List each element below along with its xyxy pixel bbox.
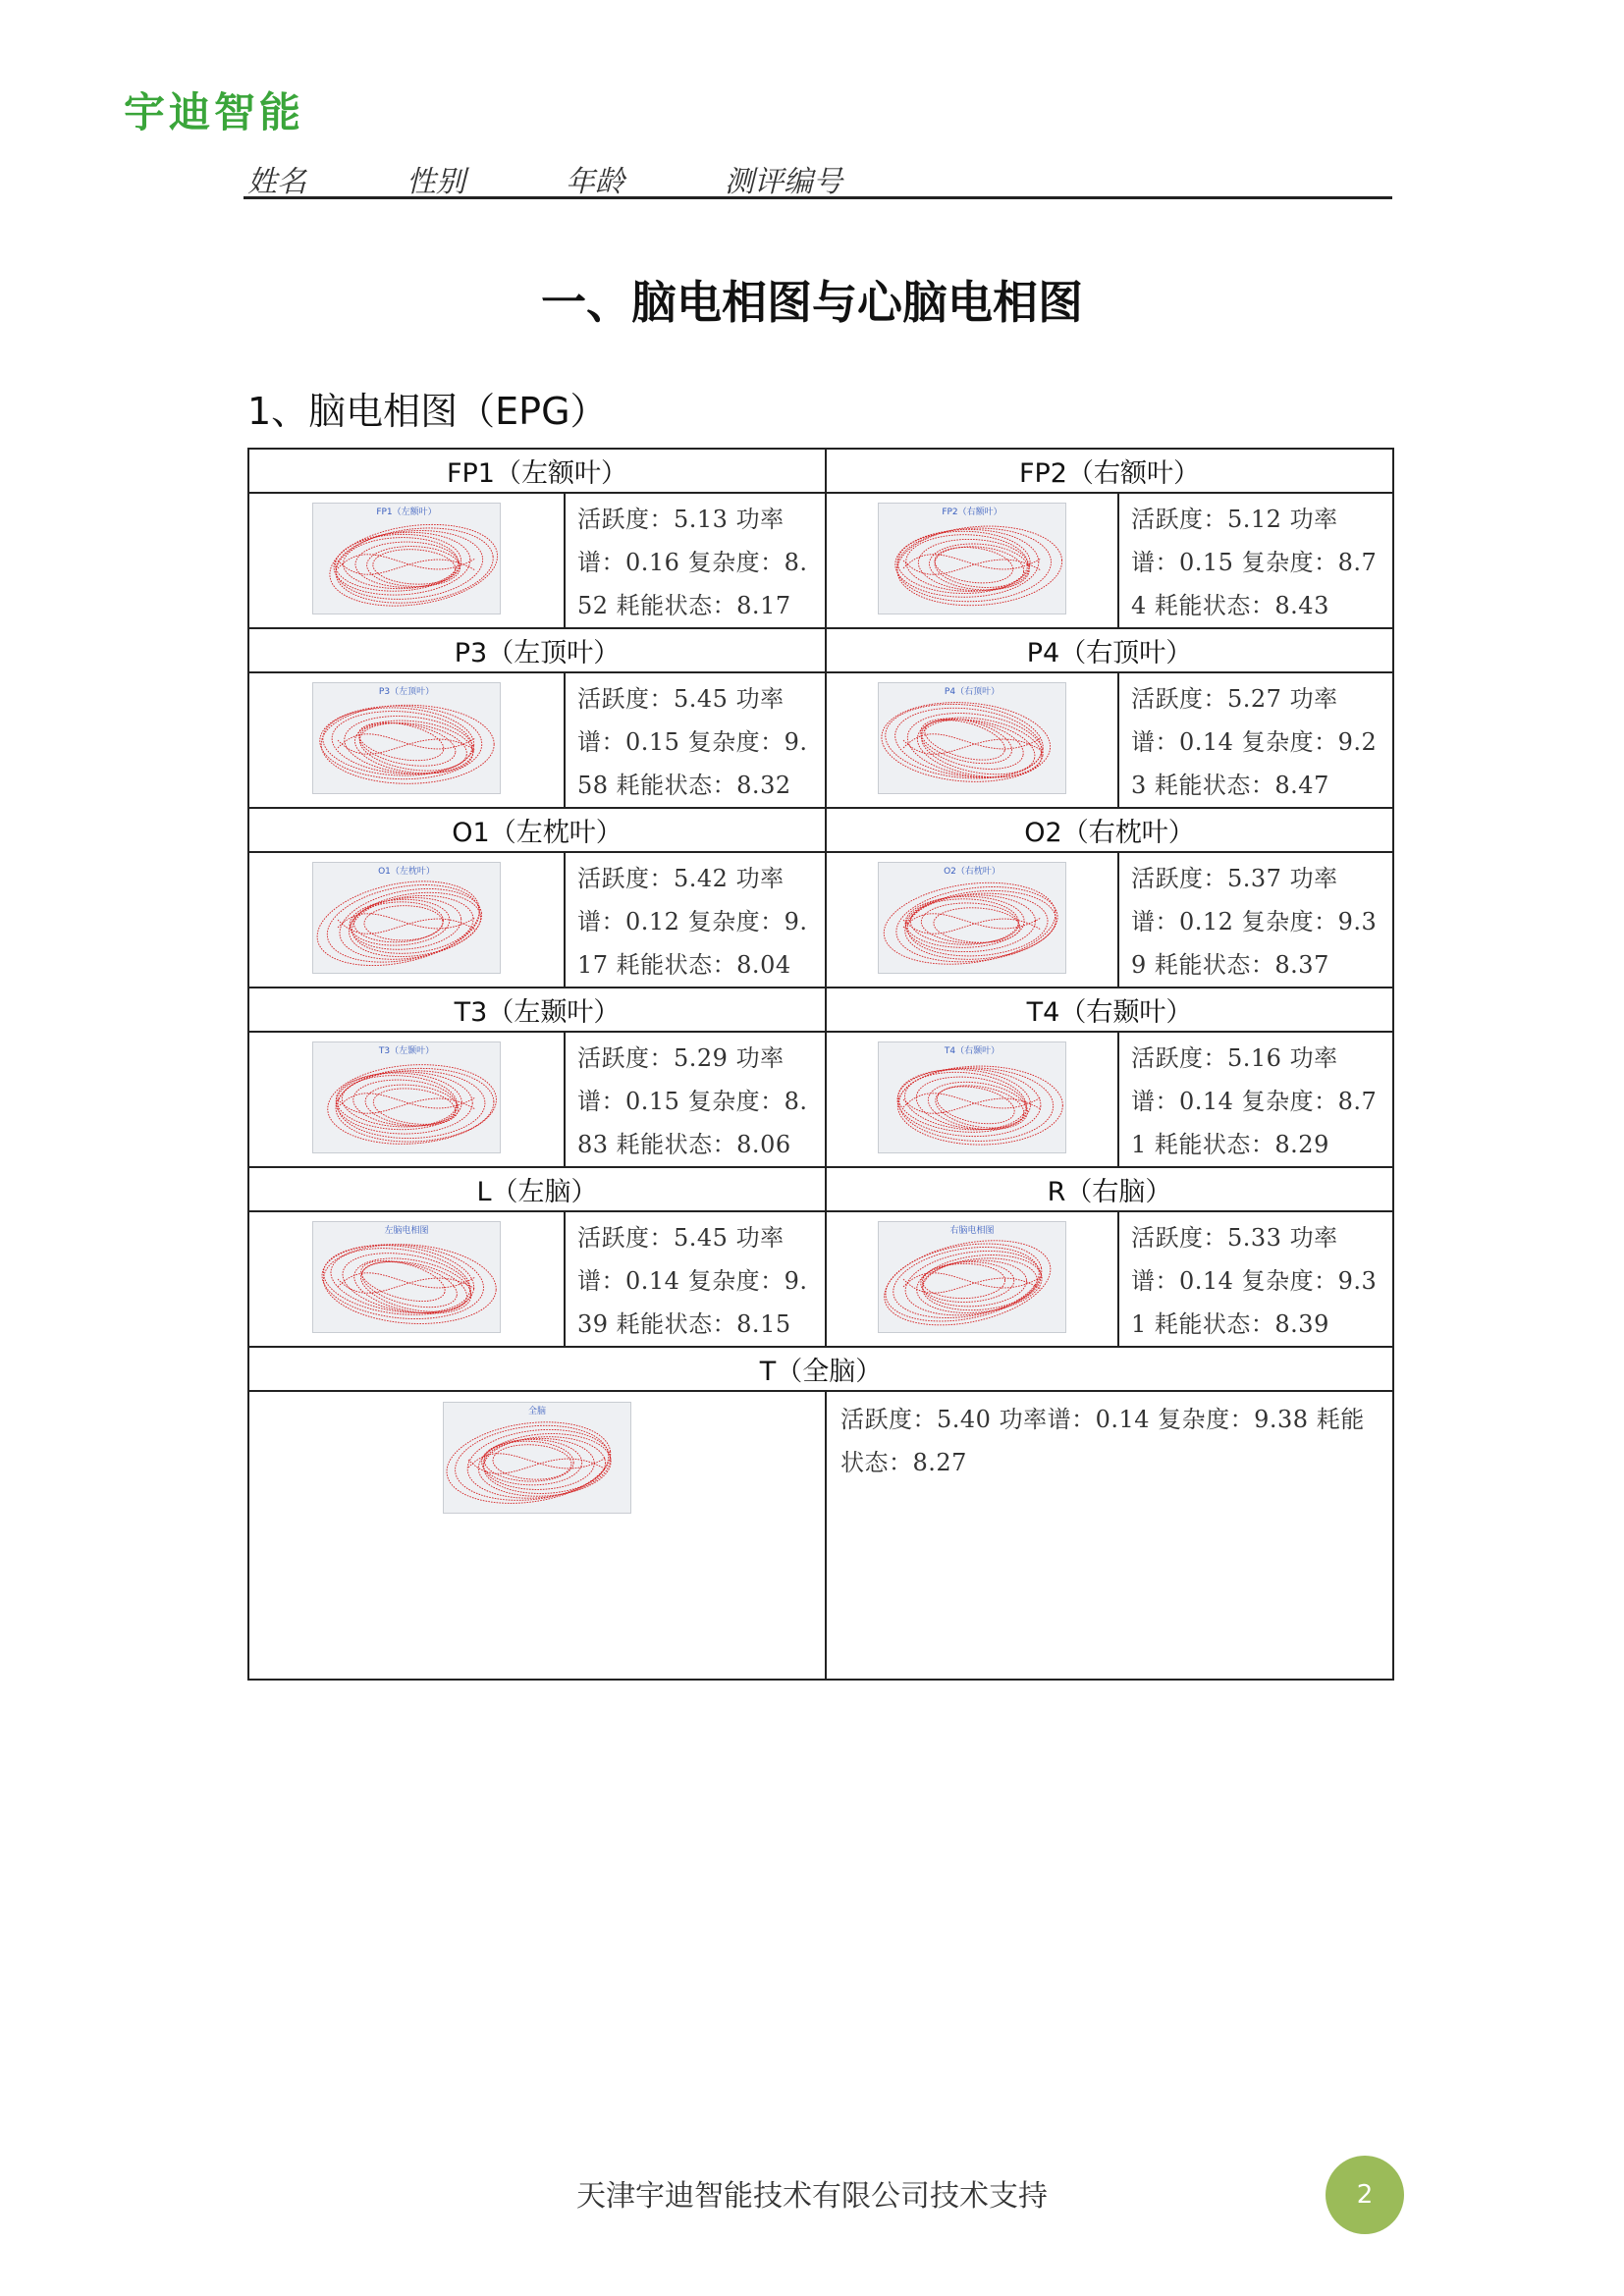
phase-portrait-svg xyxy=(313,1222,500,1332)
plot-title: 右脑电相图 xyxy=(949,1226,995,1236)
phase-trace xyxy=(366,545,460,588)
epg-plot xyxy=(878,503,1066,614)
phase-portrait-svg xyxy=(879,683,1065,793)
plot-title: O1（左枕叶） xyxy=(378,867,435,877)
phase-trace xyxy=(920,1254,1039,1314)
page-title: 一、脑电相图与心脑电相图 xyxy=(541,276,1083,329)
region-title: L（左脑） xyxy=(248,1167,826,1211)
trace-group xyxy=(313,868,487,973)
phase-trace xyxy=(334,532,461,594)
phase-trace xyxy=(468,1459,606,1473)
phase-trace xyxy=(451,1417,613,1508)
phase-trace xyxy=(933,543,1015,587)
region-stats: 活跃度：5.42 功率谱：0.12 复杂度：9.17 耗能状态：8.04 xyxy=(565,852,826,988)
phase-portrait-svg xyxy=(879,1222,1065,1332)
region-stats: 活跃度：5.13 功率谱：0.16 复杂度：8.52 耗能状态：8.17 xyxy=(565,493,826,628)
region-stats: 活跃度：5.37 功率谱：0.12 复杂度：9.39 耗能状态：8.37 xyxy=(1118,852,1393,988)
field-gender-label: 性别 xyxy=(406,165,465,199)
phase-trace xyxy=(353,900,444,943)
epg-plot xyxy=(312,1041,501,1153)
phase-trace xyxy=(364,905,443,940)
phase-trace xyxy=(464,1423,614,1504)
phase-portrait-svg xyxy=(879,504,1065,614)
plot-cell xyxy=(826,852,1118,988)
phase-trace xyxy=(895,1065,1042,1140)
phase-portrait-svg xyxy=(313,1042,500,1152)
region-stats: 活跃度：5.27 功率谱：0.14 复杂度：9.23 耗能状态：8.47 xyxy=(1118,672,1393,808)
phase-portrait-svg xyxy=(313,504,500,614)
epg-plot xyxy=(312,862,501,974)
phase-trace xyxy=(345,884,484,964)
phase-trace xyxy=(332,520,497,611)
phase-trace xyxy=(372,547,457,586)
trace-group xyxy=(319,1238,499,1329)
epg-plot xyxy=(878,1041,1066,1153)
epg-plot xyxy=(443,1402,631,1514)
phase-trace xyxy=(338,1273,475,1288)
plot-cell xyxy=(826,1211,1118,1347)
plot-cell xyxy=(248,1211,565,1347)
phase-trace xyxy=(484,1440,574,1483)
phase-trace xyxy=(904,892,1036,954)
trace-group xyxy=(319,704,494,783)
region-stats: 活跃度：5.12 功率谱：0.15 复杂度：8.74 耗能状态：8.43 xyxy=(1118,493,1393,628)
phase-trace xyxy=(481,1439,581,1485)
footer-company: 天津宇迪智能技术有限公司技术支持 xyxy=(576,2179,1048,2214)
region-stats: 活跃度：5.33 功率谱：0.14 复杂度：9.31 耗能状态：8.39 xyxy=(1118,1211,1393,1347)
plot-title: FP1（左额叶） xyxy=(376,507,437,517)
phase-trace xyxy=(338,914,475,929)
plot-title: P4（右顶叶） xyxy=(944,687,1001,697)
region-title: FP2（右额叶） xyxy=(826,449,1393,493)
phase-trace xyxy=(888,1238,1044,1328)
region-title: FP1（左额叶） xyxy=(248,449,826,493)
epg-plot xyxy=(878,682,1066,794)
plot-cell xyxy=(248,493,565,628)
region-title: R（右脑） xyxy=(826,1167,1393,1211)
phase-trace xyxy=(892,701,1046,785)
region-stats: 活跃度：5.40 功率谱：0.14 复杂度：9.38 耗能状态：8.27 xyxy=(826,1391,1393,1680)
region-stats: 活跃度：5.45 功率谱：0.15 复杂度：9.58 耗能状态：8.32 xyxy=(565,672,826,808)
company-logo: 宇迪智能 xyxy=(124,88,305,136)
plot-cell xyxy=(248,1391,826,1680)
phase-portrait-svg xyxy=(444,1403,630,1513)
phase-portrait-svg xyxy=(879,863,1065,973)
trace-group xyxy=(894,521,1064,612)
plot-title: O2（右枕叶） xyxy=(944,867,1001,877)
phase-trace xyxy=(444,1413,616,1513)
region-stats: 活跃度：5.29 功率谱：0.15 复杂度：8.83 耗能状态：8.06 xyxy=(565,1032,826,1167)
region-title: T4（右颞叶） xyxy=(826,988,1393,1032)
phase-trace xyxy=(363,1081,460,1130)
epg-plot xyxy=(312,503,501,614)
phase-trace xyxy=(914,1249,1046,1319)
phase-trace xyxy=(330,707,474,779)
phase-trace xyxy=(903,705,1048,785)
phase-trace xyxy=(894,521,1064,612)
plot-cell xyxy=(248,1032,565,1167)
phase-trace xyxy=(920,713,1008,768)
phase-trace xyxy=(338,919,475,934)
phase-trace xyxy=(934,1081,1017,1130)
phase-portrait-svg xyxy=(313,863,500,973)
phase-trace xyxy=(492,1443,572,1482)
patient-info-header xyxy=(244,157,1392,199)
phase-trace xyxy=(338,1278,475,1293)
epg-plot xyxy=(312,682,501,794)
section-title: 1、脑电相图（EPG） xyxy=(247,390,608,433)
phase-trace xyxy=(920,1260,1014,1304)
region-stats: 活跃度：5.16 功率谱：0.14 复杂度：8.71 耗能状态：8.29 xyxy=(1118,1032,1393,1167)
region-title: O1（左枕叶） xyxy=(248,808,826,852)
epg-plot xyxy=(878,1221,1066,1333)
plot-title: T3（左颞叶） xyxy=(378,1046,435,1056)
phase-trace xyxy=(917,537,1031,594)
phase-trace xyxy=(336,1072,472,1135)
region-title: O2（右枕叶） xyxy=(826,808,1393,852)
trace-group xyxy=(879,1227,1058,1332)
plot-title: T4（右颞叶） xyxy=(944,1046,1001,1056)
region-stats: 活跃度：5.45 功率谱：0.14 复杂度：9.39 耗能状态：8.15 xyxy=(565,1211,826,1347)
region-title: T（全脑） xyxy=(248,1347,1393,1391)
plot-title: 左脑电相图 xyxy=(384,1226,429,1236)
plot-cell xyxy=(826,1032,1118,1167)
trace-group xyxy=(879,697,1053,787)
plot-cell xyxy=(826,493,1118,628)
region-title: P3（左顶叶） xyxy=(248,628,826,672)
trace-group xyxy=(895,1065,1062,1145)
trace-group xyxy=(325,1059,499,1149)
phase-trace xyxy=(903,1094,1041,1108)
plot-cell xyxy=(826,672,1118,808)
phase-trace xyxy=(879,1227,1058,1332)
field-id-label: 测评编号 xyxy=(725,165,842,199)
trace-group xyxy=(325,514,500,614)
plot-cell xyxy=(248,672,565,808)
field-age-label: 年龄 xyxy=(566,165,624,199)
phase-trace xyxy=(350,1250,476,1322)
region-title: P4（右顶叶） xyxy=(826,628,1393,672)
plot-title: 全脑 xyxy=(527,1407,547,1416)
region-title: T3（左颞叶） xyxy=(248,988,826,1032)
page-number-badge: 2 xyxy=(1326,2156,1404,2234)
field-name-label: 姓名 xyxy=(247,165,306,199)
trace-group xyxy=(444,1413,616,1513)
phase-trace xyxy=(893,879,1061,970)
phase-portrait-svg xyxy=(313,683,500,793)
trace-group xyxy=(879,873,1061,973)
phase-trace xyxy=(903,560,1041,574)
phase-trace xyxy=(903,919,1041,934)
phase-trace xyxy=(321,1239,499,1329)
epg-plot xyxy=(878,862,1066,974)
epg-plot xyxy=(312,1221,501,1333)
epg-table xyxy=(247,448,1394,1681)
plot-cell xyxy=(248,852,565,988)
plot-title: P3（左顶叶） xyxy=(378,687,435,697)
phase-trace xyxy=(879,1232,1048,1332)
phase-trace xyxy=(910,898,1018,944)
plot-title: FP2（右额叶） xyxy=(942,507,1002,517)
phase-portrait-svg xyxy=(879,1042,1065,1152)
